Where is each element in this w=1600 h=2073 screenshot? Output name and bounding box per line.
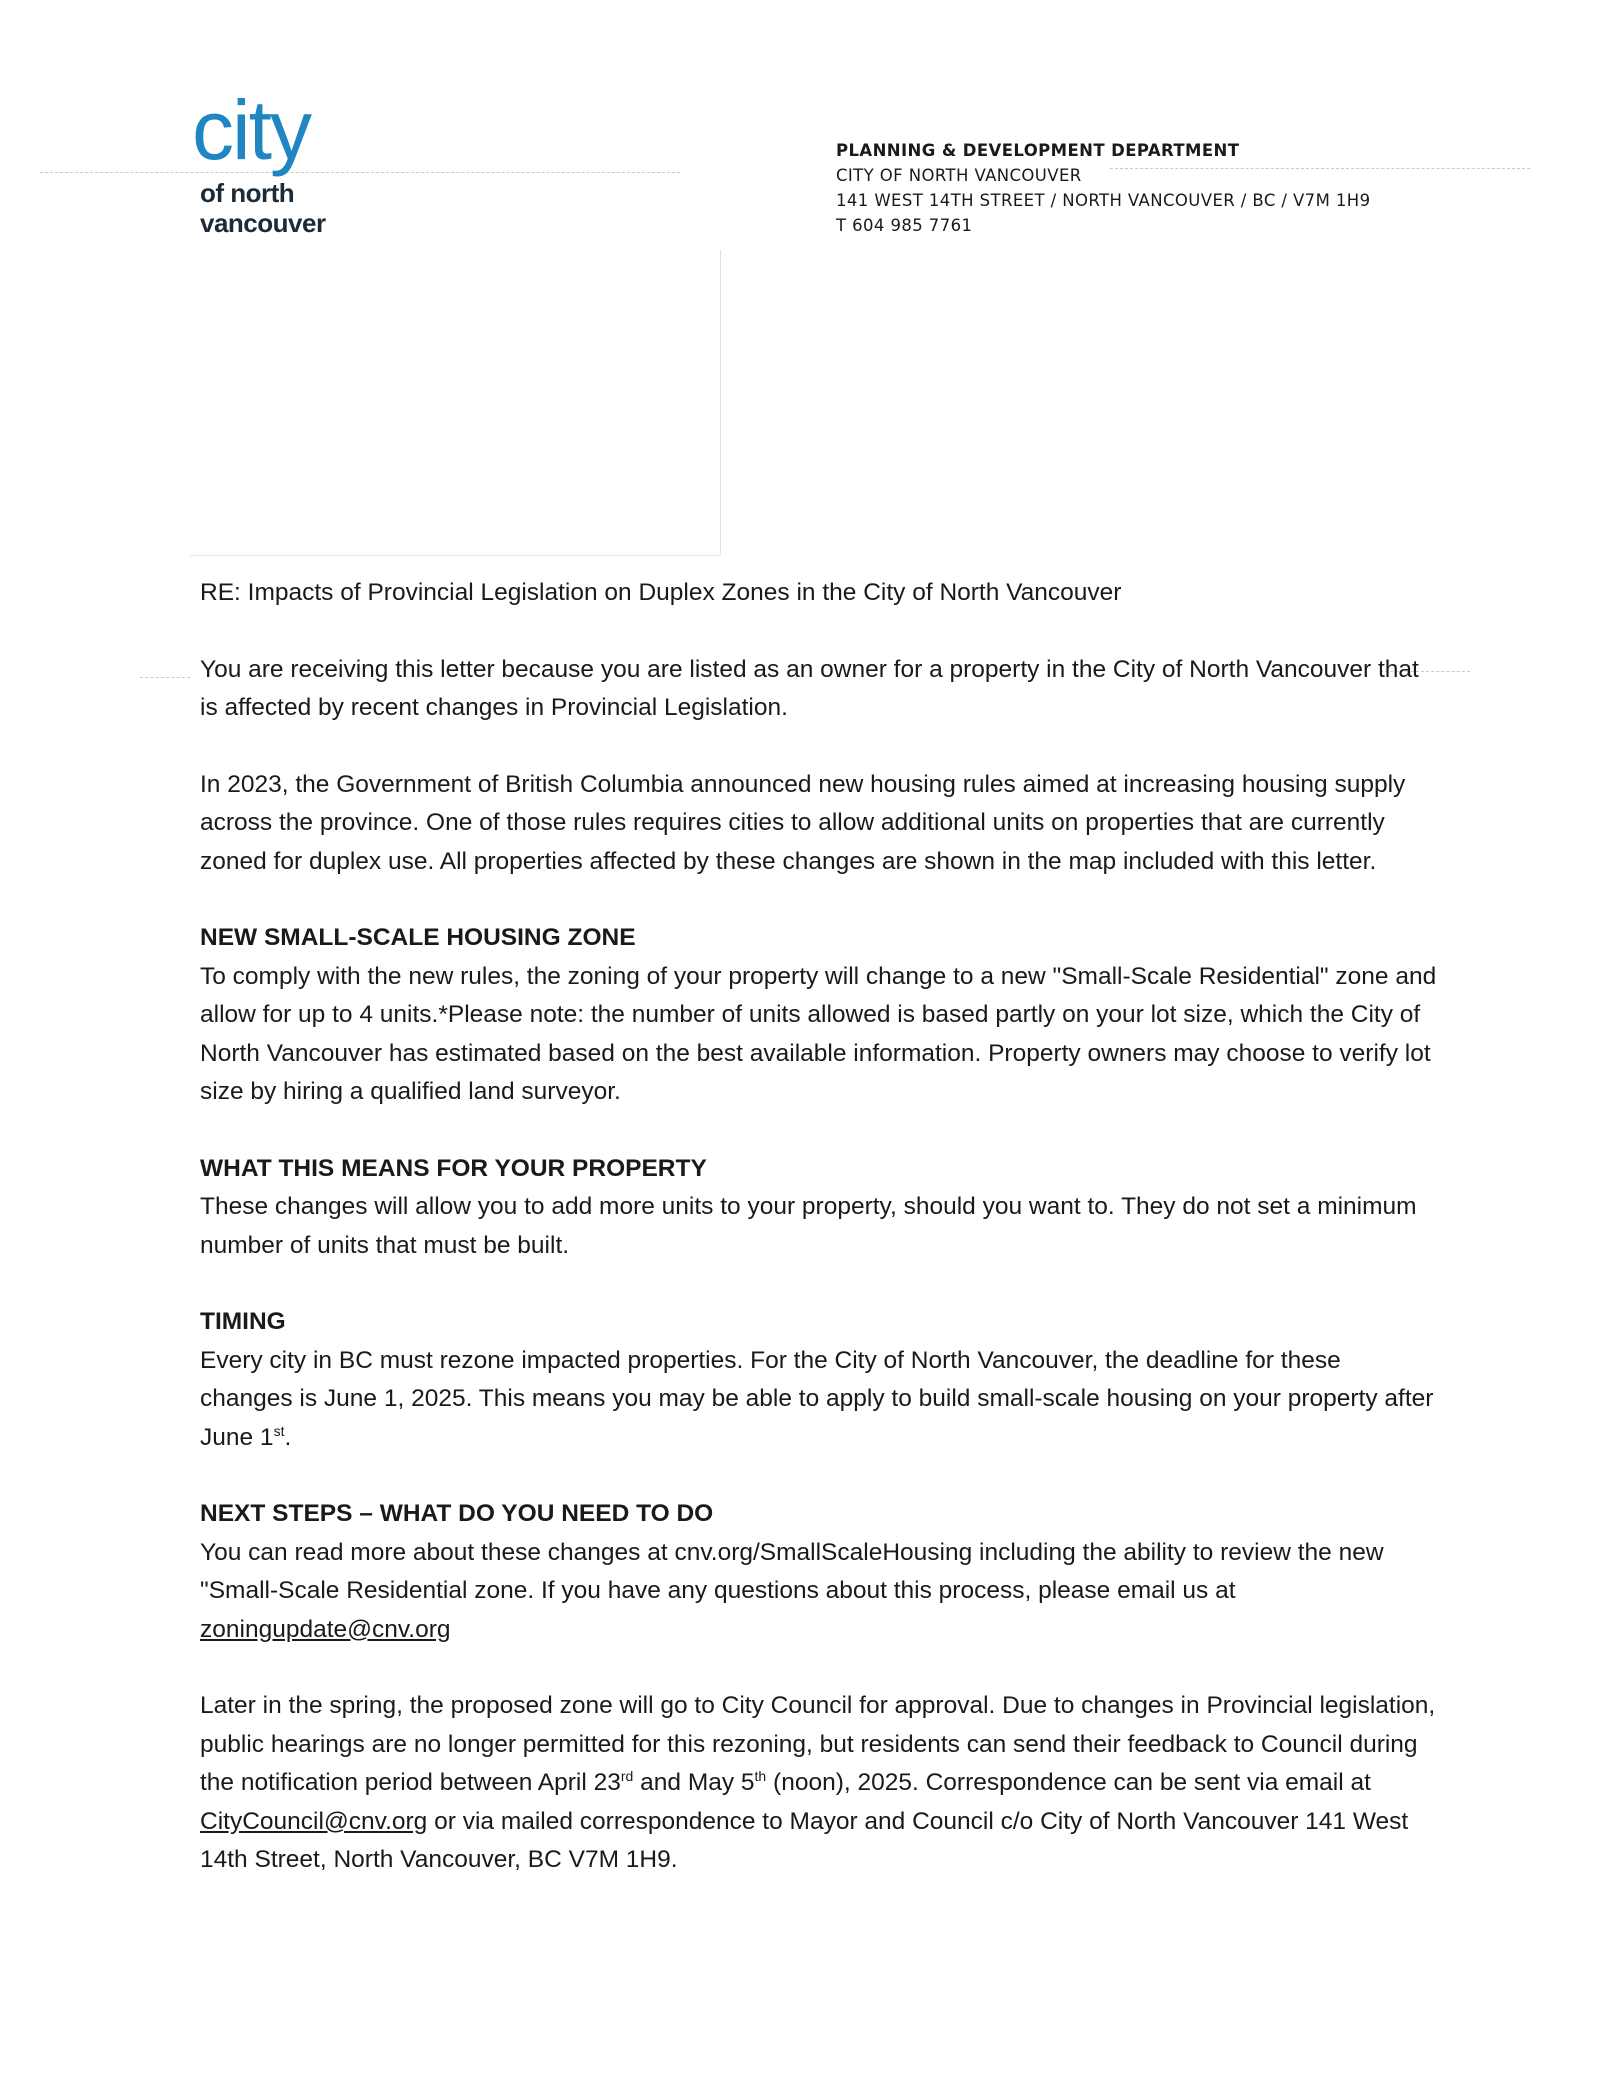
council-email-link[interactable]: CityCouncil@cnv.org xyxy=(200,1807,428,1835)
council-text-4: or via mailed correspondence to Mayor and Council c/o City of North Vancouver 141 West 14th Street, North Vancouver, BC V7M 1H9. xyxy=(200,1807,1409,1873)
envelope-window-edge xyxy=(720,250,721,555)
zone-heading: NEW SMALL-SCALE HOUSING ZONE xyxy=(200,924,636,951)
council-text-1: Later in the spring, the proposed zone will go to City Council for approval. Due to changes in Provincial legislation, public hearings are no longer permitted for this rezoning, but residents can send their feedback to Council during the notification period between April 23 xyxy=(200,1692,1436,1796)
council-paragraph xyxy=(200,1687,1440,1880)
council-sup-2: th xyxy=(754,1767,767,1784)
logo-of-north-text: of north xyxy=(200,178,295,208)
letterhead xyxy=(836,138,1370,238)
next-steps-text: You can read more about these changes at cnv.org/SmallScaleHousing including the ability to review the new "Small-Scale Residential zone. If you have any questions about this process, please email us at xyxy=(200,1538,1384,1604)
timing-text: Every city in BC must rezone impacted properties. For the City of North Vancouver, the deadline for these changes is June 1, 2025. This means you may be able to apply to build small-scale housing on your property after June 1 xyxy=(200,1346,1434,1451)
council-text-3: (noon), 2025. Correspondence can be sent via email at xyxy=(766,1769,1371,1796)
scan-artifact-line xyxy=(140,677,190,678)
letterhead-city: CITY OF NORTH VANCOUVER xyxy=(836,166,1082,185)
meaning-heading: WHAT THIS MEANS FOR YOUR PROPERTY xyxy=(200,1154,707,1182)
zone-paragraph: To comply with the new rules, the zoning of your property will change to a new "Small-Scale Residential" zone and allow for up to 4 units.*Please note: the number of units allowed is based partly on your lot size, which the City of North Vancouver has estimated based on the best available information. Property owners may choose to verify lot size by hiring a qualified land surveyor. xyxy=(200,962,1437,1105)
council-sup-1: rd xyxy=(620,1767,634,1784)
letterhead-department: PLANNING & DEVELOPMENT DEPARTMENT xyxy=(836,141,1240,160)
subject-line: RE: Impacts of Provincial Legislation on Duplex Zones in the City of North Vancouver xyxy=(200,579,1122,606)
logo-city-text: city xyxy=(192,83,310,177)
meaning-paragraph: These changes will allow you to add more units to your property, should you want to. They do not set a minimum number of units that must be built. xyxy=(200,1193,1417,1259)
next-steps-paragraph xyxy=(200,1534,1440,1650)
envelope-window-edge xyxy=(190,555,720,556)
letter-body xyxy=(200,574,1440,1880)
zoning-email-link[interactable]: zoningupdate@cnv.org xyxy=(200,1615,451,1643)
next-steps-heading: NEXT STEPS – WHAT DO YOU NEED TO DO xyxy=(200,1500,714,1527)
council-text-2: and May 5 xyxy=(633,1769,755,1796)
timing-end: . xyxy=(284,1423,292,1451)
logo-vancouver-text: vancouver xyxy=(200,208,326,238)
letterhead-address: 141 WEST 14TH STREET / NORTH VANCOUVER / BC / V7M 1H9 xyxy=(836,191,1371,210)
timing-paragraph xyxy=(200,1342,1440,1458)
letterhead-phone: T 604 985 7761 xyxy=(836,216,973,235)
background-paragraph: In 2023, the Government of British Columbia announced new housing rules aimed at increasing housing supply across the province. One of those rules requires cities to allow additional units on properties that are currently zoned for duplex use. All properties affected by these changes are shown in the map included with this letter. xyxy=(200,770,1406,875)
city-logo xyxy=(192,83,412,238)
intro-paragraph: You are receiving this letter because you are listed as an owner for a property in the City of North Vancouver that is affected by recent changes in Provincial Legislation. xyxy=(200,655,1419,721)
timing-heading: TIMING xyxy=(200,1308,286,1335)
timing-sup: st xyxy=(273,1422,285,1439)
